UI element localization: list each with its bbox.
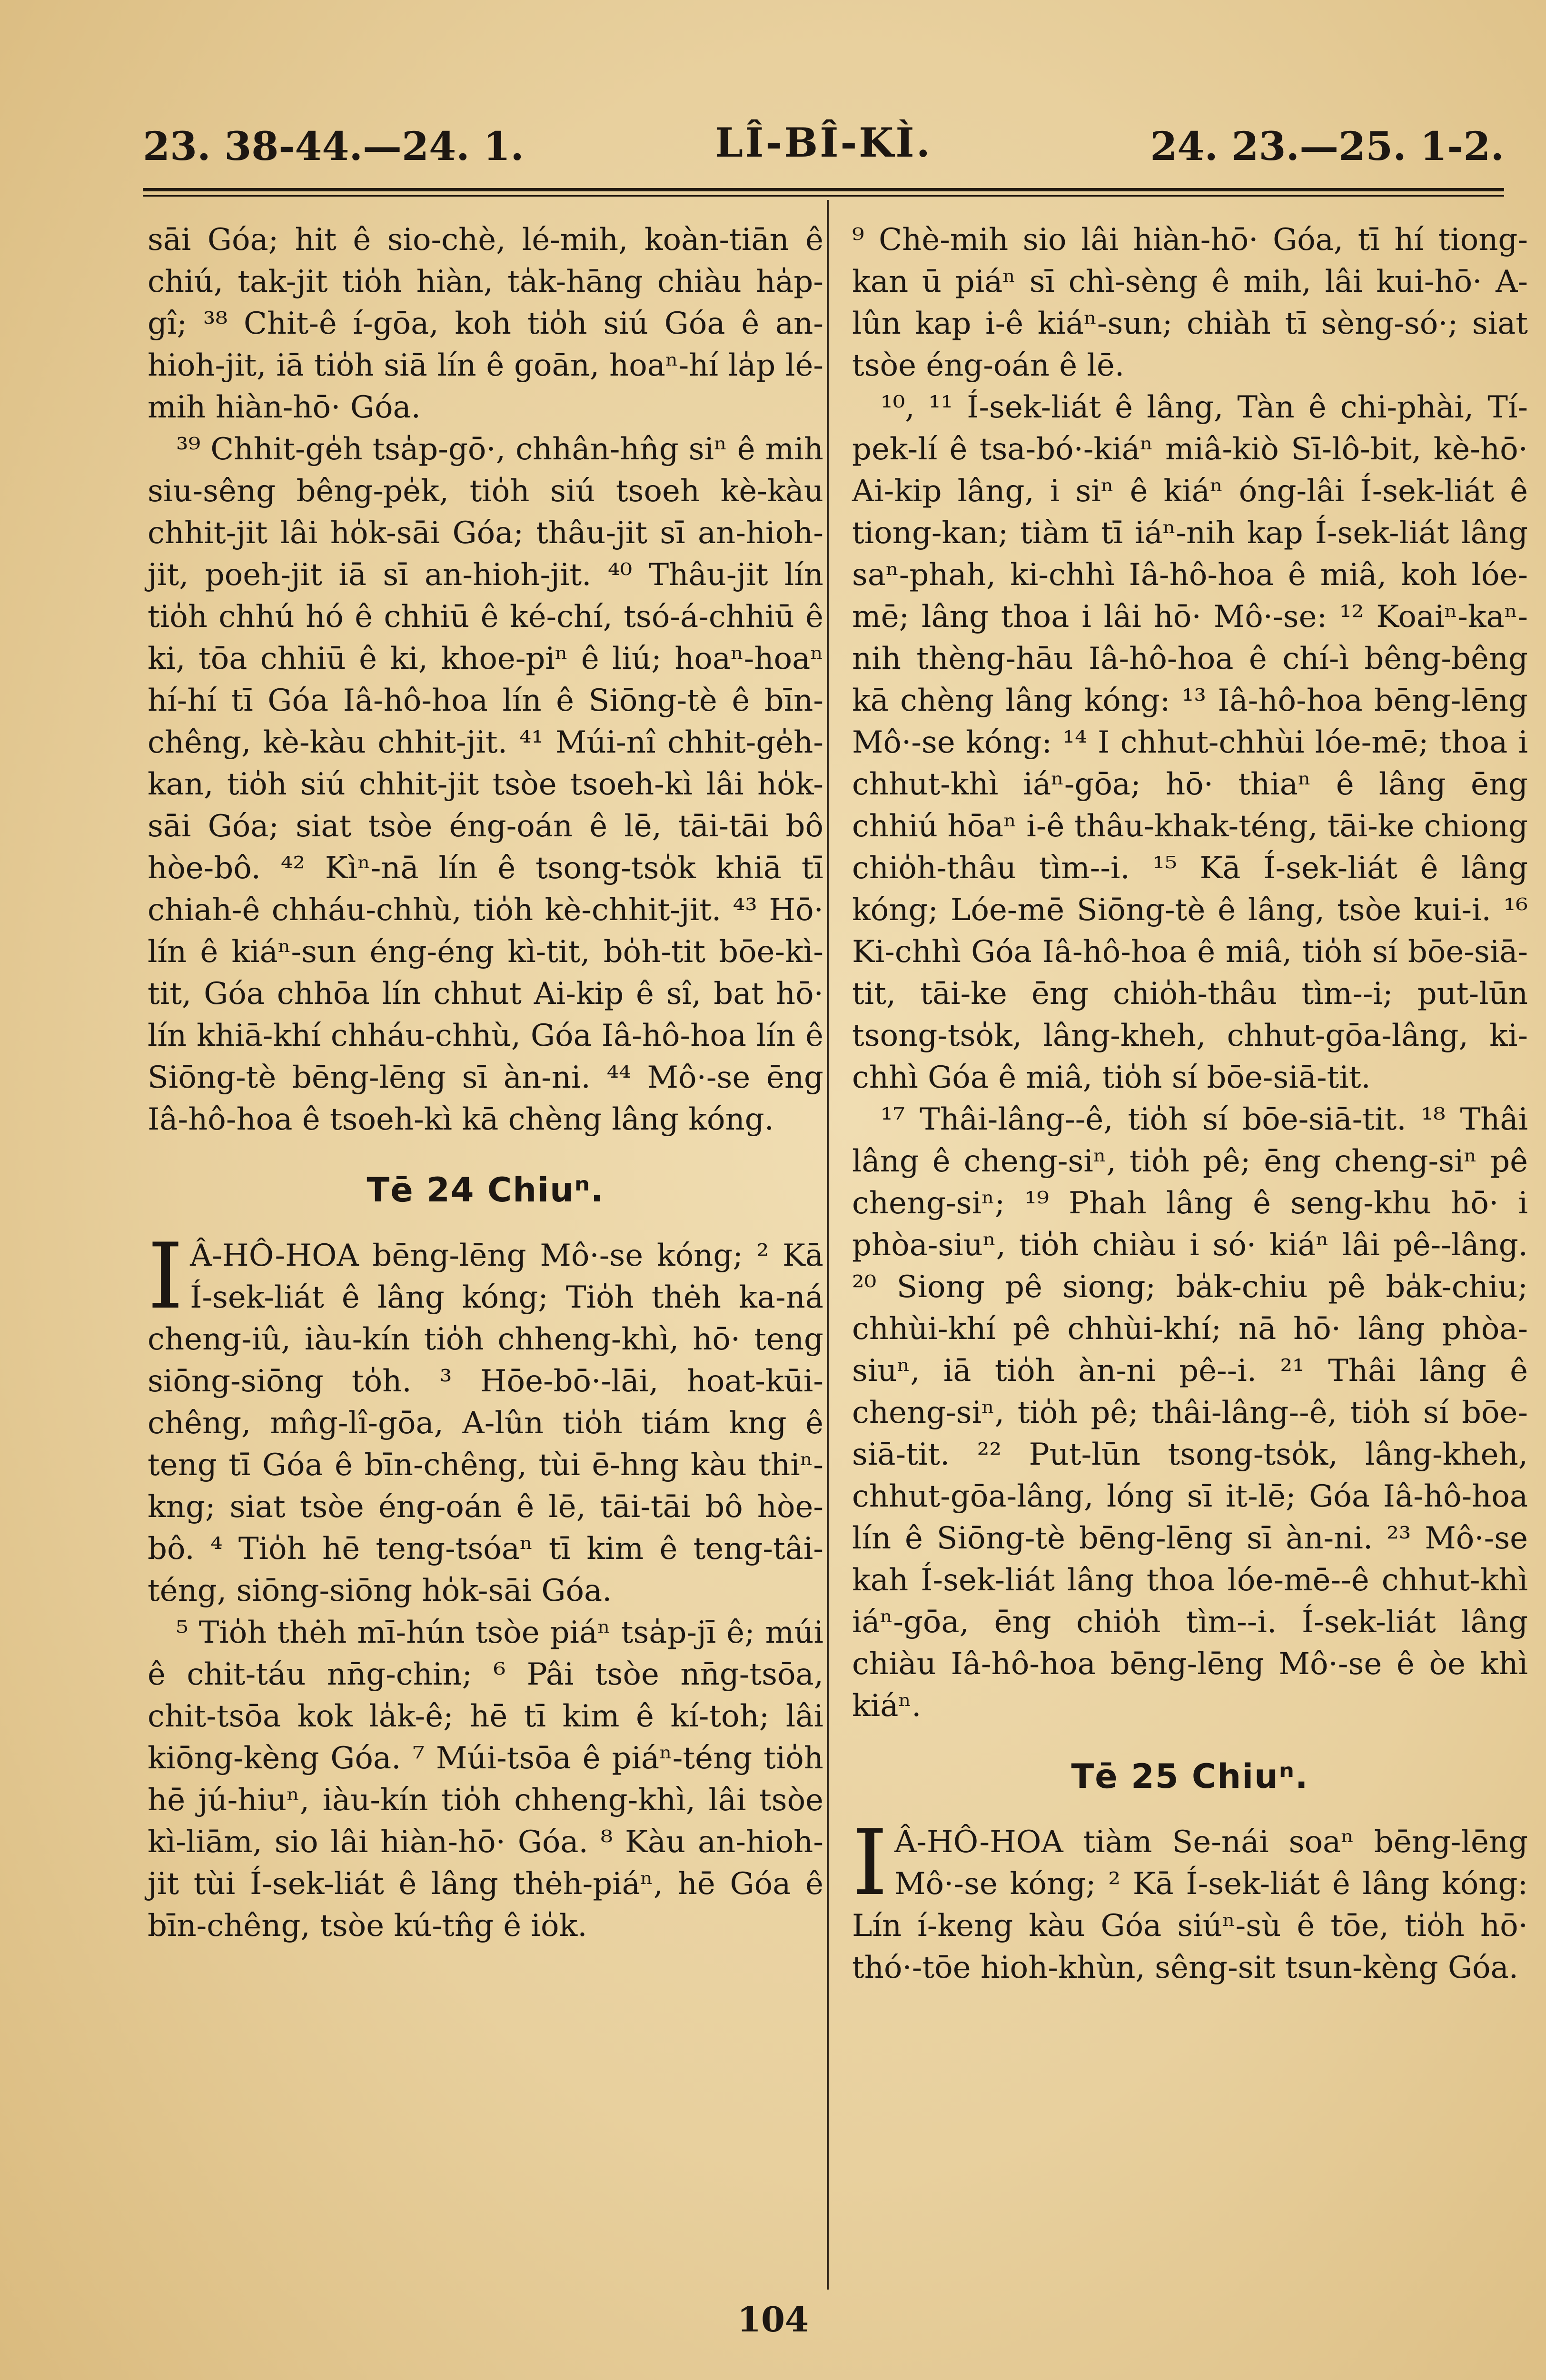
left-paragraph-1: sāi Góa; hit ê sio-chè, lé-mih, koàn-tiān ê chiú, tak-jit tio̍h hiàn, ta̍k-hāng chiàu ha̍p-gî; ³⁸ Chit-ê í-gōa, koh tio̍h siú Góa ê an-hioh-jit, iā tio̍h siā lín ê goān, hoaⁿ-hí la̍p lé-mih hiàn-hō· Góa. — [148, 222, 823, 425]
right-paragraph-1: ⁹ Chè-mih sio lâi hiàn-hō· Góa, tī hí tiong-kan ū piáⁿ sī chì-sèng ê mih, lâi kui-hō· A-lûn kap i-ê kiáⁿ-sun; chiàh tī sèng-só·; siat tsòe éng-oán ê lē. — [852, 222, 1528, 383]
chapter-24-heading: Tē 24 Chiuⁿ. — [367, 1170, 605, 1210]
left-paragraph-3 — [148, 1224, 823, 1612]
right-paragraph-4-text: Â-HÔ-HOA tiàm Se-nái soaⁿ bēng-lēng Mô·-se kóng; ² Kā Í-sek-liát ê lâng kóng: Lín í-keng kàu Góa siúⁿ-sù ê tōe, tio̍h hō· thó·-tōe hioh-khùn, sêng-sit tsun-kèng Góa. — [852, 1825, 1528, 1985]
drop-cap-chapter-25: I — [852, 1810, 888, 1915]
header-left-reference: 23. 38-44.—24. 1. — [143, 124, 524, 169]
header-book-title: LÎ-BÎ-KÌ. — [715, 119, 932, 166]
left-paragraph-4: ⁵ Tio̍h thėh mī-hún tsòe piáⁿ tsa̍p-jī ê; múi ê chit-táu nn̄g-chin; ⁶ Pâi tsòe nn̄g-tsōa, chit-tsōa kok la̍k-ê; hē tī kim ê kí-toh; lâi kiōng-kèng Góa. ⁷ Múi-tsōa ê piáⁿ-téng tio̍h hē jú-hiuⁿ, iàu-kín tio̍h chheng-khì, lâi tsòe kì-liām, sio lâi hiàn-hō· Góa. ⁸ Kàu an-hioh-jit tùi Í-sek-liát ê lâng thėh-piáⁿ, hē Góa ê bīn-chêng, tsòe kú-tn̂g ê io̍k. — [148, 1615, 823, 1944]
right-paragraph-3: ¹⁷ Thâi-lâng--ê, tio̍h sí bōe-siā-tit. ¹⁸ Thâi lâng ê cheng-siⁿ, tio̍h pê; ēng cheng-siⁿ pê cheng-siⁿ; ¹⁹ Phah lâng ê seng-khu hō· i phòa-siuⁿ, tio̍h chiàu i só· kiáⁿ lâi pê--lâng. ²⁰ Siong pê siong; ba̍k-chiu pê ba̍k-chiu; chhùi-khí pê chhùi-khí; nā hō· lâng phòa-siuⁿ, iā tio̍h àn-ni pê--i. ²¹ Thâi lâng ê cheng-siⁿ, tio̍h pê; thâi-lâng--ê, tio̍h sí bōe-siā-tit. ²² Put-lūn tsong-tso̍k, lâng-kheh, chhut-gōa-lâng, lóng sī it-lē; Góa Iâ-hô-hoa lín ê Siōng-tè bēng-lēng sī àn-ni. ²³ Mô·-se kah Í-sek-liát lâng thoa lóe-mē--ê chhut-khì iáⁿ-gōa, ēng chio̍h tìm--i. Í-sek-liát lâng chiàu Iâ-hô-hoa bēng-lēng Mô·-se ê òe khì kiáⁿ. — [852, 1102, 1528, 1724]
right-paragraph-2: ¹⁰, ¹¹ Í-sek-liát ê lâng, Tàn ê chi-phài, Tí-pek-lí ê tsa-bó·-kiáⁿ miâ-kiò Sī-lô-bit, kè-hō· Ai-kip lâng, i siⁿ ê kiáⁿ óng-lâi Í-sek-liát ê tiong-kan; tiàm tī iáⁿ-nih kap Í-sek-liát lâng saⁿ-phah, ki-chhì Iâ-hô-hoa ê miâ, koh lóe-mē; lâng thoa i lâi hō· Mô·-se: ¹² Koaiⁿ-kaⁿ-nih thèng-hāu Iâ-hô-hoa ê chí-ì bêng-bêng kā chèng lâng kóng: ¹³ Iâ-hô-hoa bēng-lēng Mô·-se kóng: ¹⁴ I chhut-chhùi lóe-mē; thoa i chhut-khì iáⁿ-gōa; hō· thiaⁿ ê lâng ēng chhiú hōaⁿ i-ê thâu-khak-téng, tāi-ke chiong chio̍h-thâu tìm--i. ¹⁵ Kā Í-sek-liát ê lâng kóng; Lóe-mē Siōng-tè ê lâng, tsòe kui-i. ¹⁶ Ki-chhì Góa Iâ-hô-hoa ê miâ, tio̍h sí bōe-siā-tit, tāi-ke ēng chio̍h-thâu tìm--i; put-lūn tsong-tso̍k, lâng-kheh, chhut-gōa-lâng, ki-chhì Góa ê miâ, tio̍h sí bōe-siā-tit. — [852, 390, 1528, 1095]
left-paragraph-3-text: Â-HÔ-HOA bēng-lēng Mô·-se kóng; ² Kā Í-sek-liát ê lâng kóng; Tio̍h thėh ka-ná cheng-iû, iàu-kín tio̍h chheng-khì, hō· teng siōng-siōng to̍h. ³ Hōe-bō·-lāi, hoat-kūi-chêng, mn̂g-lî-gōa, A-lûn tio̍h tiám kng ê teng tī Góa ê bīn-chêng, tùi ē-hng kàu thiⁿ-kng; siat tsòe éng-oán ê lē, tāi-tāi bô hòe-bô. ⁴ Tio̍h hē teng-tsóaⁿ tī kim ê teng-tâi-téng, siōng-siōng ho̍k-sāi Góa. — [148, 1238, 823, 1608]
header-right-reference: 24. 23.—25. 1-2. — [1150, 124, 1504, 169]
running-header — [143, 114, 1504, 181]
header-rule-thick — [143, 188, 1504, 191]
right-paragraph-4 — [852, 1810, 1528, 1989]
column-divider — [827, 200, 829, 2290]
chapter-25-heading: Tē 25 Chiuⁿ. — [1071, 1757, 1309, 1796]
left-column — [148, 219, 823, 1947]
page-number: 104 — [737, 2299, 809, 2340]
left-paragraph-2: ³⁹ Chhit-ge̍h tsa̍p-gō·, chhân-hn̂g siⁿ ê mih siu-sêng bêng-pe̍k, tio̍h siú tsoeh kè-kàu chhit-jit lâi ho̍k-sāi Góa; thâu-jit sī an-hioh-jit, poeh-jit iā sī an-hioh-jit. ⁴⁰ Thâu-jit lín tio̍h chhú hó ê chhiū ê ké-chí, tsó-á-chhiū ê ki, tōa chhiū ê ki, khoe-piⁿ ê liú; hoaⁿ-hoaⁿ hí-hí tī Góa Iâ-hô-hoa lín ê Siōng-tè ê bīn-chêng, kè-kàu chhit-jit. ⁴¹ Múi-nî chhit-ge̍h-kan, tio̍h siú chhit-jit tsòe tsoeh-kì lâi ho̍k-sāi Góa; siat tsòe éng-oán ê lē, tāi-tāi bô hòe-bô. ⁴² Kìⁿ-nā lín ê tsong-tso̍k khiā tī chiah-ê chháu-chhù, tio̍h kè-chhit-jit. ⁴³ Hō· lín ê kiáⁿ-sun éng-éng kì-tit, bo̍h-tit bōe-kì-tit, Góa chhōa lín chhut Ai-kip ê sî, bat hō· lín khiā-khí chháu-chhù, Góa Iâ-hô-hoa lín ê Siōng-tè bēng-lēng sī àn-ni. ⁴⁴ Mô·-se ēng Iâ-hô-hoa ê tsoeh-kì kā chèng lâng kóng. — [148, 432, 823, 1137]
drop-cap-chapter-24: I — [148, 1224, 184, 1329]
header-rule-thin — [143, 195, 1504, 197]
right-column — [852, 219, 1528, 1989]
